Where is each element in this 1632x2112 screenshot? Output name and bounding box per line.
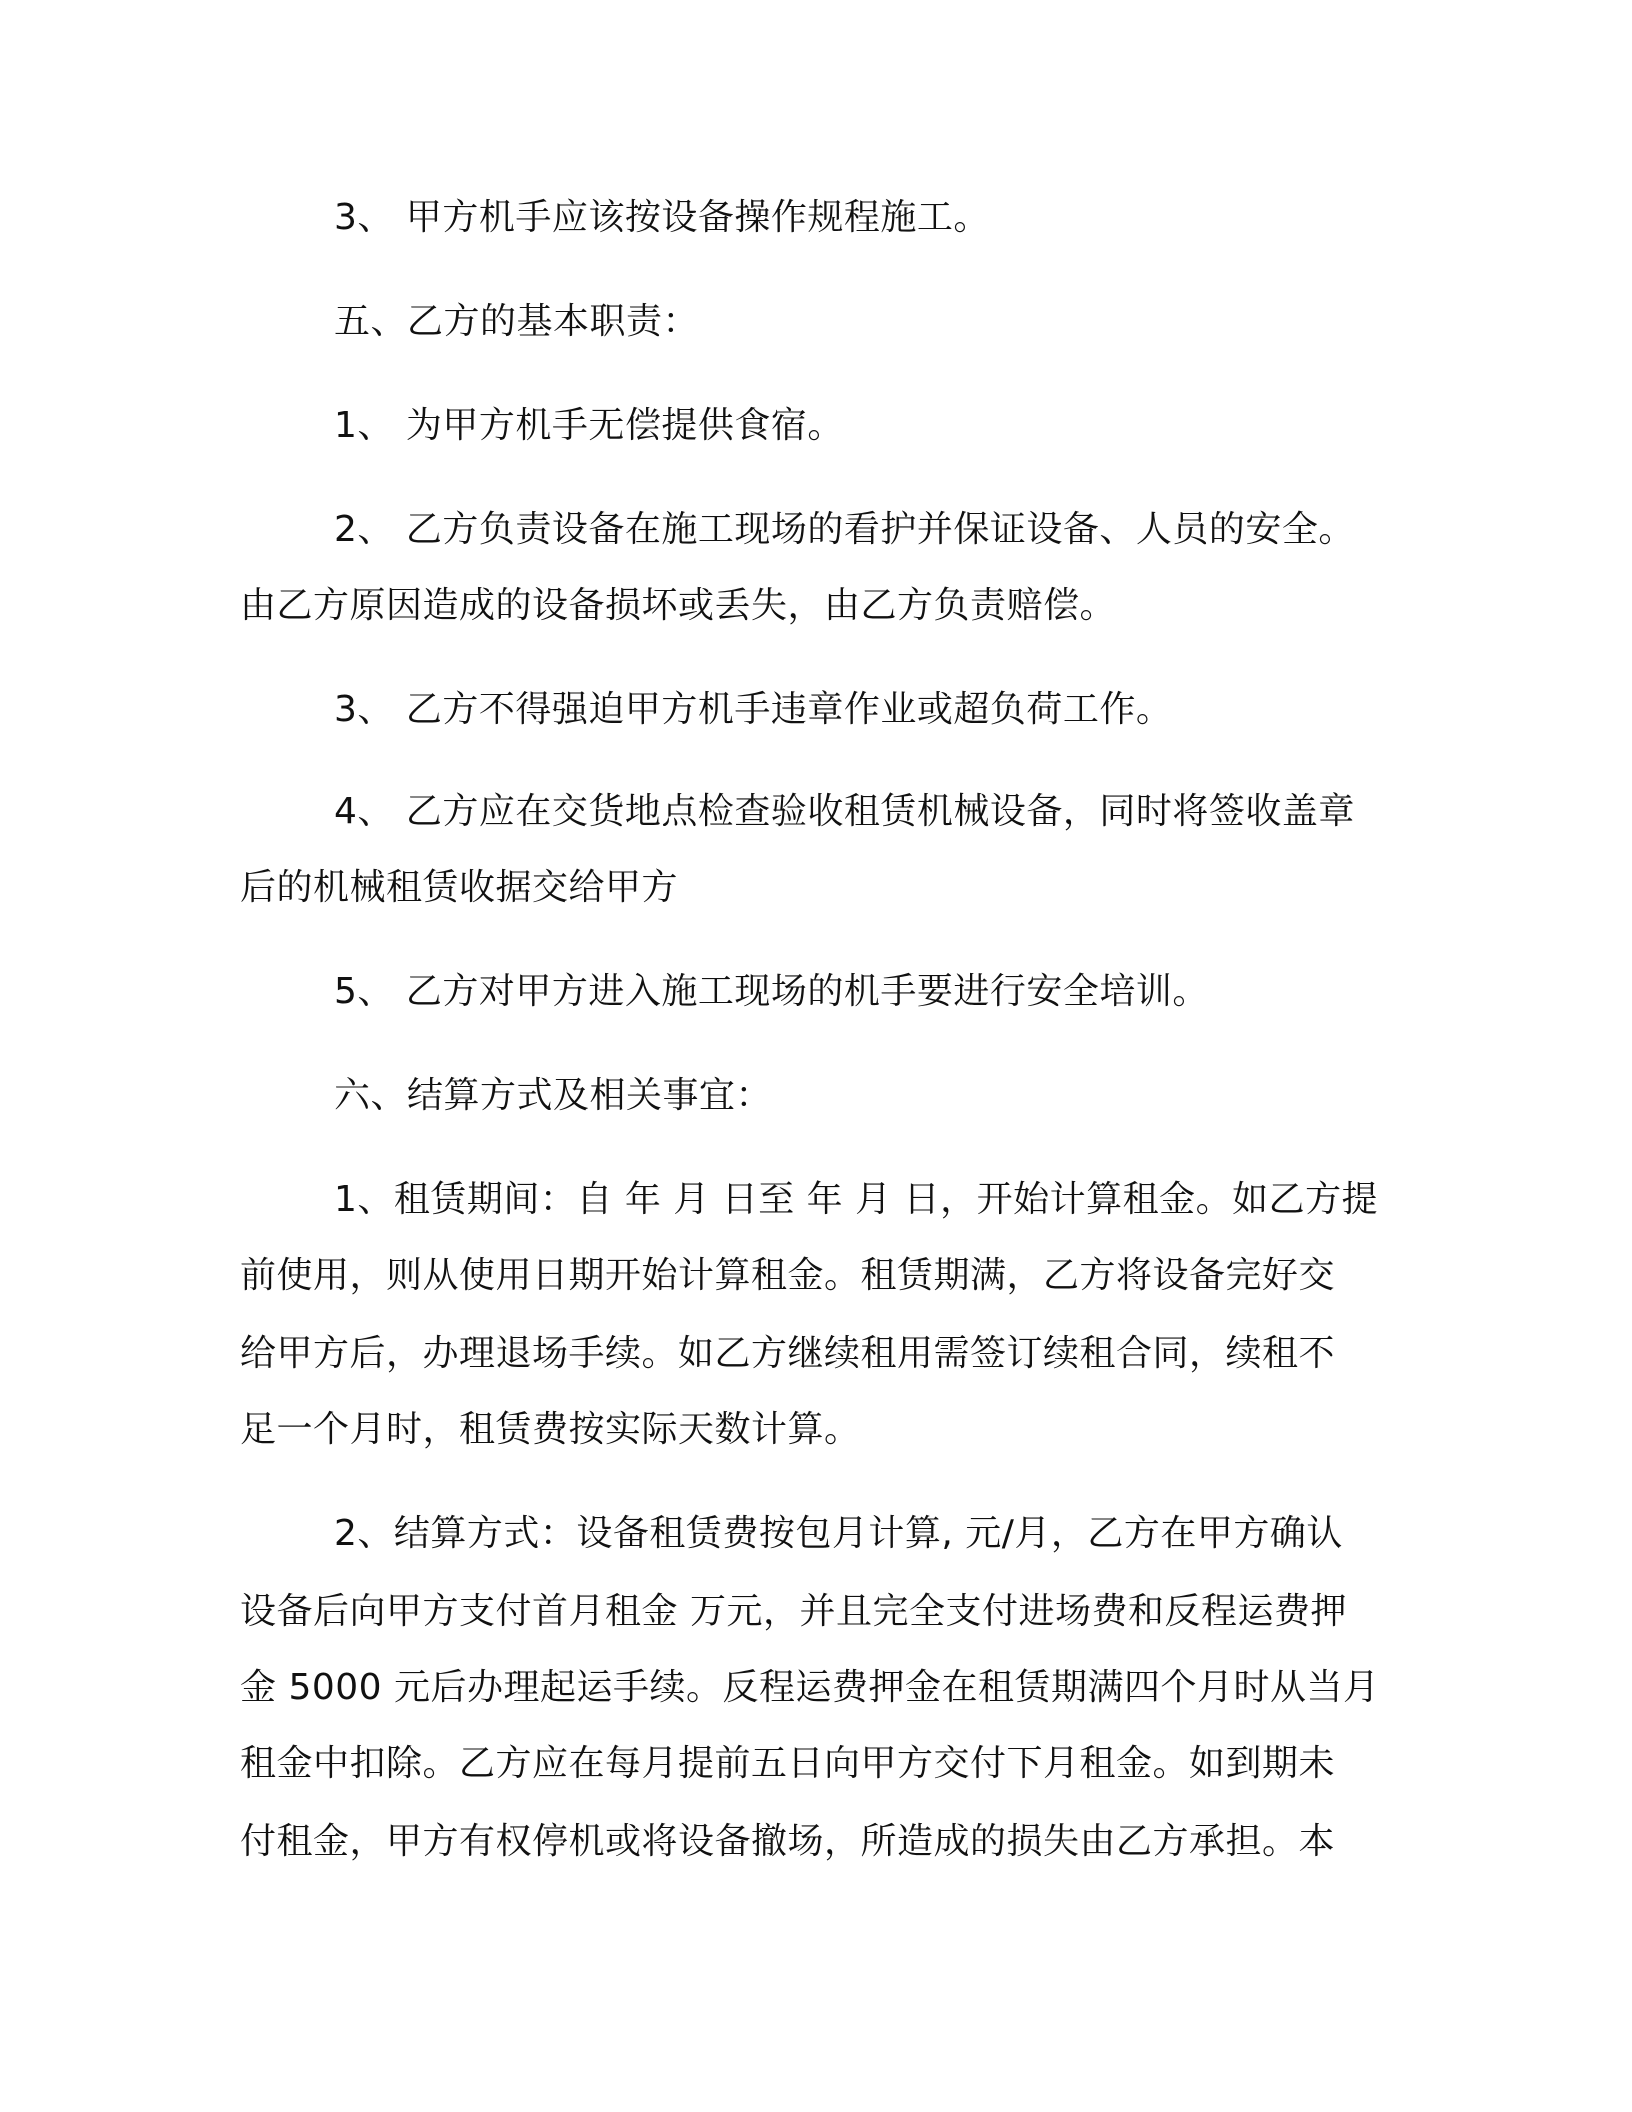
paragraph-line: 给甲方后，办理退场手续。如乙方继续租用需签订续租合同，续租不 (240, 1333, 1336, 1374)
paragraph-line: 2、 乙方负责设备在施工现场的看护并保证设备、人员的安全。 (334, 509, 1355, 550)
paragraph-line: 2、结算方式：设备租赁费按包月计算, 元/月，乙方在甲方确认 (334, 1513, 1343, 1554)
paragraph-line: 1、 为甲方机手无偿提供食宿。 (334, 405, 844, 446)
paragraph-line: 租金中扣除。乙方应在每月提前五日向甲方交付下月租金。如到期未 (240, 1743, 1336, 1784)
paragraph-line: 5、 乙方对甲方进入施工现场的机手要进行安全培训。 (334, 971, 1209, 1012)
paragraph-line: 后的机械租赁收据交给甲方 (240, 867, 679, 908)
paragraph-line: 3、 甲方机手应该按设备操作规程施工。 (334, 197, 990, 238)
paragraph-line: 由乙方原因造成的设备损坏或丢失，由乙方负责赔偿。 (240, 585, 1117, 626)
paragraph-line: 4、 乙方应在交货地点检查验收租赁机械设备，同时将签收盖章 (334, 791, 1355, 832)
paragraph-line: 前使用，则从使用日期开始计算租金。租赁期满，乙方将设备完好交 (240, 1255, 1336, 1296)
paragraph-line: 3、 乙方不得强迫甲方机手违章作业或超负荷工作。 (334, 689, 1173, 730)
section-heading: 五、乙方的基本职责： (334, 301, 700, 342)
paragraph-line: 设备后向甲方支付首月租金 万元，并且完全支付进场费和反程运费押 (240, 1591, 1347, 1632)
section-heading: 六、结算方式及相关事宜： (334, 1075, 773, 1116)
paragraph-line: 1、租赁期间：自 年 月 日至 年 月 日，开始计算租金。如乙方提 (334, 1179, 1379, 1220)
paragraph-line: 足一个月时，租赁费按实际天数计算。 (240, 1409, 861, 1450)
paragraph-line: 付租金，甲方有权停机或将设备撤场，所造成的损失由乙方承担。本 (240, 1821, 1336, 1862)
paragraph-line: 金 5000 元后办理起运手续。反程运费押金在租赁期满四个月时从当月 (240, 1667, 1380, 1708)
